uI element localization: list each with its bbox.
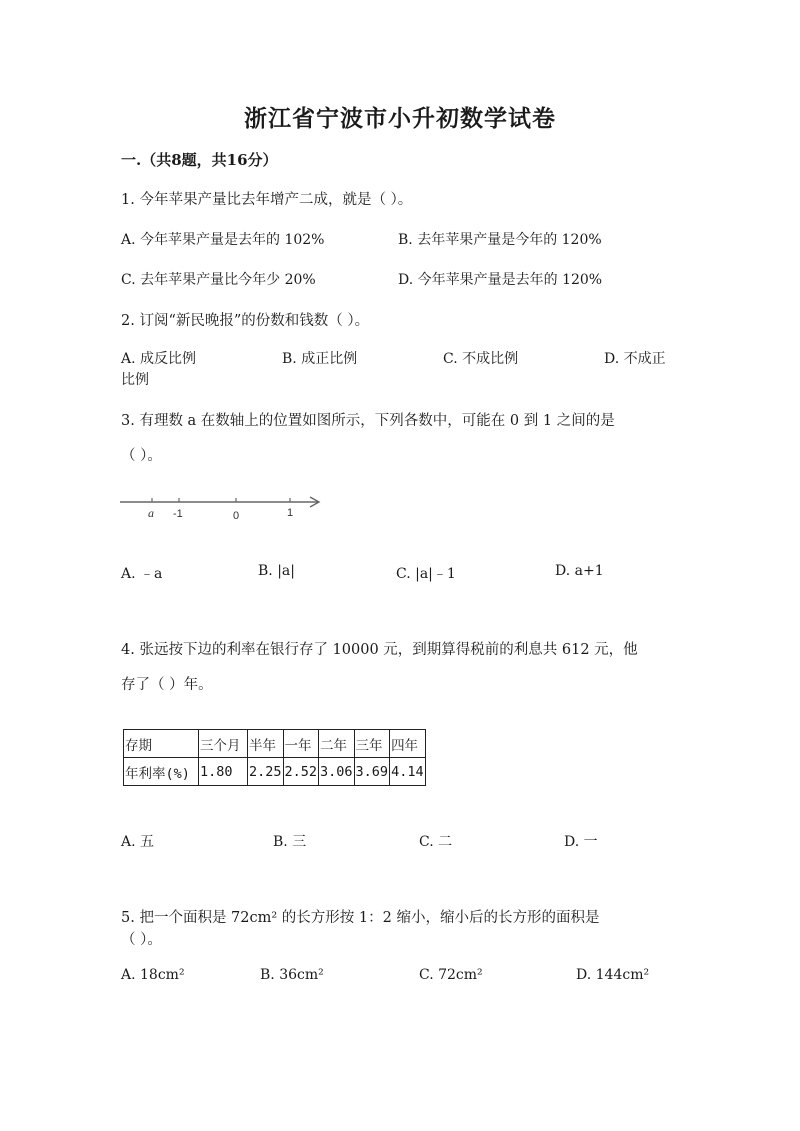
table-header-cell: 一年 <box>283 730 319 758</box>
question-4-option-d[interactable]: D. 一 <box>564 834 598 850</box>
number-line-figure <box>118 492 328 528</box>
question-5-option-c[interactable]: C. 72cm² <box>419 967 483 983</box>
question-1-option-a[interactable]: A. 今年苹果产量是去年的 102% <box>121 232 325 248</box>
table-row <box>124 758 426 786</box>
table-header-cell: 半年 <box>248 730 284 758</box>
table-header-cell: 四年 <box>390 730 426 758</box>
question-3-stem: 3. 有理数 a 在数轴上的位置如图所示，下列各数中，可能在 0 到 1 之间的是 <box>121 413 615 429</box>
question-4-option-c[interactable]: C. 二 <box>419 834 453 850</box>
question-1-stem: 1. 今年苹果产量比去年增产二成，就是（ ）。 <box>121 192 413 208</box>
question-1-option-c[interactable]: C. 去年苹果产量比今年少 20% <box>121 272 316 288</box>
label-1: 1 <box>287 507 294 519</box>
question-2-option-d-wrap: 比例 <box>121 372 149 388</box>
table-header-row <box>124 730 426 758</box>
page-title: 浙江省宁波市小升初数学试卷 <box>244 105 556 132</box>
question-1-option-b[interactable]: B. 去年苹果产量是今年的 120% <box>398 232 602 248</box>
table-header-cell: 存期 <box>124 730 199 758</box>
question-4-stem: 4. 张远按下边的利率在银行存了 10000 元，到期算得税前的利息共 612 元，他 <box>121 642 638 658</box>
question-3-option-d[interactable]: D. a+1 <box>555 563 604 579</box>
question-5-option-a[interactable]: A. 18cm² <box>121 967 185 983</box>
question-2-option-d[interactable]: D. 不成正 <box>604 351 666 367</box>
question-5-option-b[interactable]: B. 36cm² <box>260 967 324 983</box>
question-2-option-b[interactable]: B. 成正比例 <box>282 351 358 367</box>
section-heading: 一.（共8题，共16分） <box>121 151 278 169</box>
question-1-option-d[interactable]: D. 今年苹果产量是去年的 120% <box>398 272 603 288</box>
table-cell: 年利率(%) <box>124 758 199 786</box>
question-3-option-b[interactable]: B. |a| <box>258 563 295 579</box>
table-cell: 4.14 <box>390 758 426 786</box>
label-0: 0 <box>233 510 240 522</box>
interest-rate-table <box>123 729 426 786</box>
table-cell: 2.52 <box>283 758 319 786</box>
question-5-stem: 5. 把一个面积是 72cm² 的长方形按 1：2 缩小，缩小后的长方形的面积是 <box>121 910 600 926</box>
question-5-stem-cont: （ ）。 <box>121 932 162 948</box>
question-3-stem-cont: （ ）。 <box>121 448 162 464</box>
table-cell: 1.80 <box>199 758 248 786</box>
question-2-stem: 2. 订阅“新民晚报”的份数和钱数（ ）。 <box>121 313 370 329</box>
table-header-cell: 二年 <box>319 730 355 758</box>
question-5-option-d[interactable]: D. 144cm² <box>576 967 650 983</box>
question-4-option-a[interactable]: A. 五 <box>121 834 155 850</box>
question-4-stem-cont: 存了（ ）年。 <box>121 677 213 693</box>
question-2-option-c[interactable]: C. 不成比例 <box>443 351 519 367</box>
question-3-option-a[interactable]: A. ﹣a <box>121 566 163 582</box>
question-4-option-b[interactable]: B. 三 <box>273 834 307 850</box>
table-cell: 3.69 <box>354 758 390 786</box>
table-header-cell: 三个月 <box>199 730 248 758</box>
question-3-option-c[interactable]: C. |a|﹣1 <box>396 566 456 582</box>
table-cell: 3.06 <box>319 758 355 786</box>
table-cell: 2.25 <box>248 758 284 786</box>
question-2-option-a[interactable]: A. 成反比例 <box>121 351 197 367</box>
label-a: a <box>148 506 154 520</box>
table-header-cell: 三年 <box>354 730 390 758</box>
label-minus-1: -1 <box>173 508 183 520</box>
